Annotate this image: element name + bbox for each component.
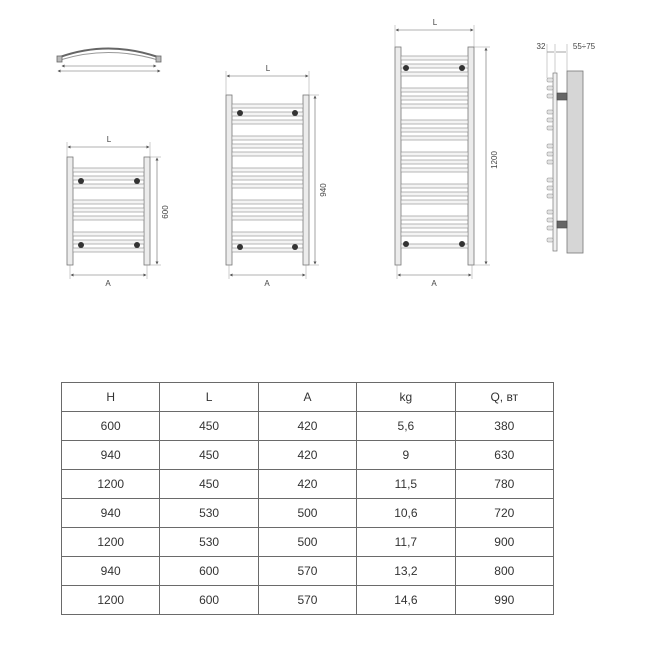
top-view <box>57 49 161 72</box>
cell-kg: 14,6 <box>357 586 455 615</box>
cell-l: 450 <box>160 441 258 470</box>
mount-points-600 <box>78 178 140 248</box>
label-H-940: 940 <box>319 183 328 197</box>
cell-q: 720 <box>455 499 553 528</box>
side-rungs <box>547 78 553 242</box>
cell-h: 600 <box>62 412 160 441</box>
cell-q: 380 <box>455 412 553 441</box>
cell-l: 600 <box>160 557 258 586</box>
cell-kg: 9 <box>357 441 455 470</box>
cell-kg: 13,2 <box>357 557 455 586</box>
cell-h: 940 <box>62 557 160 586</box>
table-row <box>62 441 554 470</box>
cell-a: 570 <box>258 586 356 615</box>
bracket-top <box>557 93 567 100</box>
cell-q: 780 <box>455 470 553 499</box>
collector-left <box>395 47 401 265</box>
cell-h: 1200 <box>62 528 160 557</box>
cell-a: 420 <box>258 470 356 499</box>
table-row <box>62 586 554 615</box>
cell-a: 570 <box>258 557 356 586</box>
table-header-row <box>62 383 554 412</box>
rungs-1200 <box>401 56 468 248</box>
label-offset: 32 <box>536 42 546 51</box>
table-row <box>62 499 554 528</box>
cell-a: 500 <box>258 499 356 528</box>
end-cap-right <box>156 56 161 62</box>
cell-kg: 11,7 <box>357 528 455 557</box>
cell-kg: 11,5 <box>357 470 455 499</box>
cell-kg: 10,6 <box>357 499 455 528</box>
label-H-1200: 1200 <box>490 151 499 169</box>
cell-q: 990 <box>455 586 553 615</box>
radiator-drawings <box>0 0 648 300</box>
cell-q: 630 <box>455 441 553 470</box>
cell-h: 1200 <box>62 470 160 499</box>
end-cap-left <box>57 56 62 62</box>
table-row <box>62 557 554 586</box>
rungs-940 <box>232 104 303 252</box>
collector-right <box>468 47 474 265</box>
cell-l: 530 <box>160 499 258 528</box>
side-collector <box>553 73 557 251</box>
cell-h: 940 <box>62 499 160 528</box>
cell-q: 900 <box>455 528 553 557</box>
cell-l: 450 <box>160 412 258 441</box>
spec-table <box>61 382 554 615</box>
label-L-600: L <box>106 135 112 144</box>
cell-l: 450 <box>160 470 258 499</box>
collector-right <box>144 157 150 265</box>
cell-kg: 5,6 <box>357 412 455 441</box>
cell-a: 420 <box>258 441 356 470</box>
header-l: L <box>160 383 258 412</box>
label-gap: 55÷75 <box>572 42 596 51</box>
header-q: Q, вт <box>455 383 553 412</box>
cell-l: 600 <box>160 586 258 615</box>
label-A-940: A <box>264 279 270 288</box>
table-row <box>62 412 554 441</box>
label-A-1200: A <box>431 279 437 288</box>
label-L-1200: L <box>432 18 438 27</box>
label-H-600: 600 <box>161 205 170 219</box>
header-h: H <box>62 383 160 412</box>
radiator-940 <box>226 64 328 288</box>
label-A-600: A <box>105 279 111 288</box>
radiator-1200 <box>395 18 499 288</box>
cell-a: 420 <box>258 412 356 441</box>
table-row <box>62 470 554 499</box>
cell-a: 500 <box>258 528 356 557</box>
header-a: A <box>258 383 356 412</box>
cell-h: 1200 <box>62 586 160 615</box>
collector-left <box>67 157 73 265</box>
collector-right <box>303 95 309 265</box>
bracket-bottom <box>557 221 567 228</box>
cell-l: 530 <box>160 528 258 557</box>
cell-h: 940 <box>62 441 160 470</box>
label-L-940: L <box>265 64 271 73</box>
header-kg: kg <box>357 383 455 412</box>
cell-q: 800 <box>455 557 553 586</box>
collector-left <box>226 95 232 265</box>
side-view <box>537 42 596 253</box>
radiator-600 <box>67 135 170 288</box>
wall <box>567 71 583 253</box>
table-row <box>62 528 554 557</box>
